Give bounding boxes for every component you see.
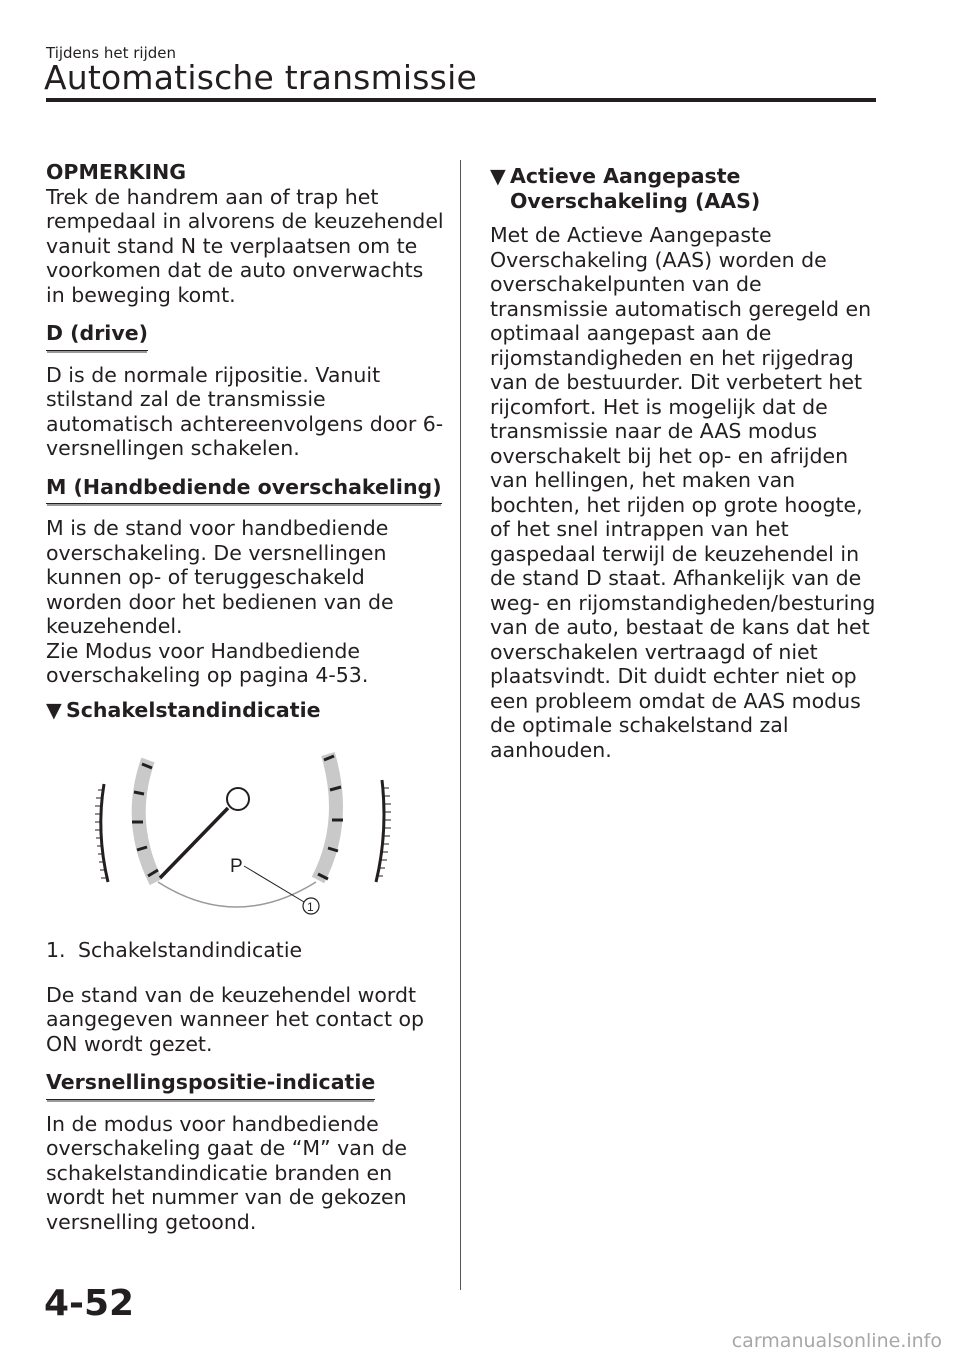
left-outer-scale — [95, 784, 108, 882]
gear-position-heading: Versnellingspositie-indicatie — [46, 1070, 375, 1100]
note-text: Trek de handrem aan of trap het rempedaal in alvorens de keuzehendel vanuit stand N te verplaatsen om te voorkomen dat de auto onverwachts in beweging komt. — [46, 184, 444, 307]
callout-number: 1 — [307, 900, 314, 914]
gauge-needle — [160, 808, 228, 878]
aas-text: Met de Actieve Aangepaste Overschakeling (AAS) worden de overschakelpunten van de transmissie automatisch geregeld en optimaal aangepast aan de rijomstandigheden en het rijgedrag van de bestuurder. Dit verbetert het rijcomfort. Het is mogelijk dat de transmissie naar de AAS modus overschakelt bij het op- en afrijden van hellingen, het maken van bochten, het rijden op grote hoogte, of het snel intrappen van het gaspedaal terwijl de keuzehendel in de stand D staat. Afhankelijk van de weg- en rijomstandigheden/besturing van de auto, bestaat de kans dat het overschakelen vertraagd of niet plaatsvindt. Dit duidt echter niet op een probleem omdat de AAS modus de optimale schakelstand zal aanhouden. — [490, 223, 876, 762]
gear-letter: P — [230, 856, 243, 877]
gauge-figure — [46, 732, 446, 932]
manual-shift-heading: M (Handbediende overschakeling) — [46, 475, 442, 505]
header-section: Tijdens het rijden — [46, 44, 177, 62]
aas-heading-line1: Actieve Aangepaste — [510, 164, 741, 188]
gear-position-text: In de modus voor handbediende overschakeling gaat de “M” van de schakelstandindicatie branden en wordt het nummer van de gekozen versnelling getoond. — [46, 1111, 407, 1234]
shift-indicator-heading-text: Schakelstandindicatie — [66, 697, 321, 722]
page-number: 4-52 — [44, 1283, 135, 1324]
watermark: carmanualsonline.info — [731, 1330, 942, 1352]
aas-heading — [490, 164, 885, 213]
page-title: Automatische transmissie — [44, 58, 477, 97]
manual-shift-text: M is de stand voor handbediende overschakeling. De versnellingen kunnen op- of teruggeschakeld worden door het bedienen van de keuzehendel. — [46, 516, 394, 638]
shift-indicator-heading — [46, 698, 446, 723]
right-column — [490, 160, 885, 772]
callout-leader — [244, 866, 304, 902]
d-drive-heading: D (drive) — [46, 321, 148, 351]
right-outer-scale — [376, 780, 391, 882]
shift-indicator-text: De stand van de keuzehendel wordt aangegeven wanneer het contact op ON wordt gezet. — [46, 982, 425, 1056]
figure-caption — [46, 938, 446, 963]
left-column — [46, 160, 446, 1244]
manual-shift-reference: Zie Modus voor Handbediende overschakeling op pagina 4-53. — [46, 638, 369, 687]
triangle-marker-icon: ▼ — [46, 697, 62, 722]
gauge-illustration — [46, 732, 446, 932]
column-divider — [460, 160, 461, 1290]
gauge-hub — [227, 788, 249, 810]
caption-text: Schakelstandindicatie — [78, 938, 303, 962]
header-rule — [46, 98, 876, 102]
triangle-marker-icon: ▼ — [490, 164, 506, 188]
aas-heading-line2: Overschakeling (AAS) — [510, 188, 761, 213]
note-title: OPMERKING — [46, 160, 187, 184]
d-drive-text: D is de normale rijpositie. Vanuit stilstand zal de transmissie automatisch achtereenvolgens door 6-versnellingen schakelen. — [46, 362, 444, 460]
caption-number: 1. — [46, 938, 66, 962]
right-inner-band — [318, 754, 336, 880]
